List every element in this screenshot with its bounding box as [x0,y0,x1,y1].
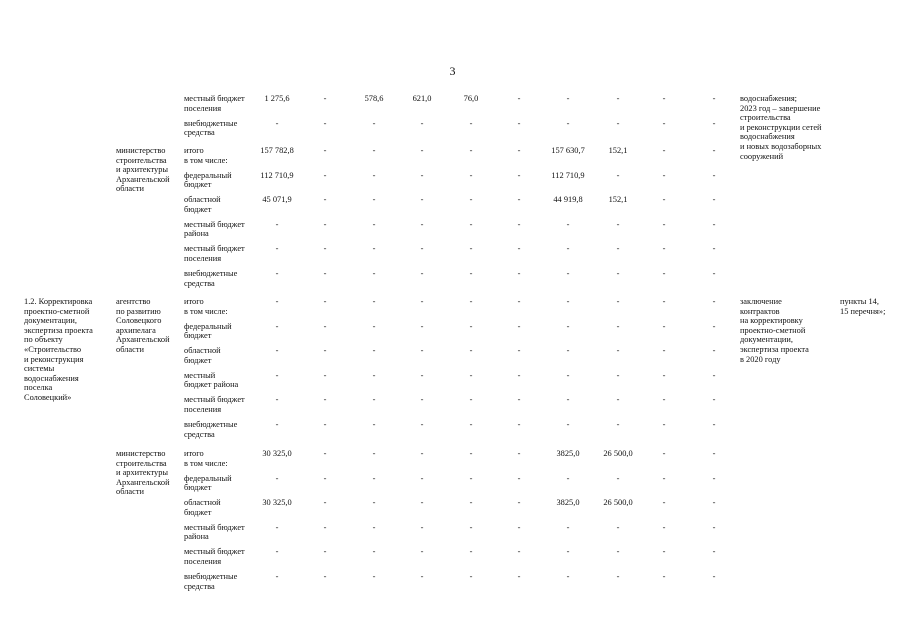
value-cell: - [517,94,521,103]
value-cell: - [420,547,424,557]
value-cell: - [372,449,376,458]
value-cell: - [662,297,666,306]
funding-source-label: итого в том числе: [184,146,228,165]
page-number: 3 [449,64,456,78]
value-cell: - [275,219,279,229]
value-cell: - [662,170,666,180]
value-cell: - [662,498,666,508]
note-cell: водоснабжения; 2023 год – завершение строительства и реконструкции сетей водоснабжения и новых водозаборных сооружений [740,94,822,161]
executor-cell: министерство строительства и архитектуры Архангельской области [116,146,170,194]
value-cell: - [469,547,473,557]
value-cell: 76,0 [463,94,479,103]
value-cell: - [420,118,424,128]
value-cell: - [420,321,424,331]
value-cell: - [616,219,620,229]
value-cell: - [420,420,424,429]
value-cell: - [517,547,521,557]
value-cell: - [372,547,376,557]
value-cell: 152,1 [608,146,628,155]
value-cell: - [469,146,473,155]
note-cell: заключение контрактов на корректировку проектно-сметной документации, экспертиза проекта в 2020 году [740,297,809,364]
value-cell: - [420,269,424,278]
value-cell: - [420,572,424,581]
value-cell: - [616,473,620,483]
value-cell: - [469,420,473,429]
value-cell: - [372,473,376,483]
value-cell: - [275,395,279,405]
value-cell: - [372,420,376,429]
value-cell: - [372,269,376,278]
funding-source-label: местный бюджет поселения [184,244,245,263]
value-cell: - [372,321,376,331]
value-cell: - [469,297,473,306]
funding-source-label: областной бюджет [184,498,221,517]
value-cell: - [566,219,570,229]
value-cell: - [616,346,620,356]
value-cell: - [275,572,279,581]
value-cell: - [662,269,666,278]
value-cell: - [566,473,570,483]
funding-source-label: внебюджетные средства [184,420,238,439]
value-cell: - [662,94,666,103]
value-cell: - [616,572,620,581]
value-cell: - [372,346,376,356]
value-cell: 3825,0 [556,449,580,458]
value-cell: - [372,297,376,306]
value-cell: - [372,170,376,180]
executor-cell: министерство строительства и архитектуры Архангельской области [116,449,170,497]
value-cell: - [566,522,570,532]
value-cell: - [323,473,327,483]
value-cell: - [712,498,716,508]
value-cell: - [662,219,666,229]
value-cell: - [372,498,376,508]
value-cell: - [566,547,570,557]
value-cell: - [469,346,473,356]
value-cell: - [469,170,473,180]
value-cell: - [517,395,521,405]
value-cell: - [372,146,376,155]
value-cell: - [517,473,521,483]
value-cell: - [420,219,424,229]
value-cell: - [420,473,424,483]
value-cell: 30 325,0 [262,449,292,458]
value-cell: - [712,572,716,581]
funding-source-label: федеральный бюджет [184,321,232,341]
value-cell: - [712,244,716,254]
value-cell: - [323,522,327,532]
value-cell: - [275,370,279,380]
activity-cell: 1.2. Корректировка проектно-сметной документации, экспертиза проекта по объекту «Строительство и реконструкция системы водоснабжения поселка Соловецкий» [24,297,93,402]
value-cell: 30 325,0 [262,498,292,508]
value-cell: - [420,195,424,205]
value-cell: - [662,473,666,483]
value-cell: - [372,522,376,532]
reference-cell: пункты 14, 15 перечня»; [840,297,886,316]
value-cell: - [275,522,279,532]
value-cell: - [712,146,716,155]
value-cell: - [566,244,570,254]
value-cell: - [275,420,279,429]
value-cell: - [469,498,473,508]
value-cell: - [372,195,376,205]
value-cell: - [323,395,327,405]
value-cell: - [323,420,327,429]
value-cell: - [420,346,424,356]
value-cell: - [420,449,424,458]
value-cell: 112 710,9 [551,170,585,180]
value-cell: - [616,420,620,429]
value-cell: 157 782,8 [260,146,294,155]
value-cell: - [517,269,521,278]
value-cell: - [469,572,473,581]
value-cell: - [517,449,521,458]
value-cell: - [517,420,521,429]
value-cell: 621,0 [412,94,432,103]
funding-source-label: местный бюджет поселения [184,395,245,414]
value-cell: - [712,269,716,278]
value-cell: 44 919,8 [553,195,583,205]
value-cell: - [712,547,716,557]
value-cell: - [372,244,376,254]
value-cell: - [517,498,521,508]
value-cell: - [275,321,279,331]
value-cell: - [712,321,716,331]
value-cell: - [323,219,327,229]
value-cell: - [275,473,279,483]
value-cell: - [372,572,376,581]
value-cell: - [616,118,620,128]
value-cell: - [517,146,521,155]
value-cell: - [517,346,521,356]
value-cell: - [517,572,521,581]
value-cell: - [275,297,279,306]
value-cell: 152,1 [608,195,628,205]
value-cell: - [469,118,473,128]
value-cell: - [712,94,716,103]
value-cell: 112 710,9 [260,170,294,180]
value-cell: - [323,244,327,254]
value-cell: - [420,395,424,405]
value-cell: - [616,94,620,103]
value-cell: - [712,118,716,128]
value-cell: - [517,297,521,306]
value-cell: - [372,118,376,128]
value-cell: - [517,118,521,128]
value-cell: - [616,297,620,306]
value-cell: - [566,395,570,405]
value-cell: - [616,522,620,532]
value-cell: - [566,118,570,128]
value-cell: - [662,370,666,380]
value-cell: 578,6 [364,94,384,103]
value-cell: - [566,420,570,429]
value-cell: - [420,297,424,306]
value-cell: - [712,297,716,306]
value-cell: - [420,170,424,180]
value-cell: - [323,449,327,458]
value-cell: - [662,321,666,331]
executor-cell: агентство по развитию Соловецкого архипелага Архангельской области [116,297,170,354]
value-cell: - [566,94,570,103]
value-cell: - [469,244,473,254]
funding-source-label: местный бюджет района [184,522,245,542]
value-cell: - [469,522,473,532]
value-cell: - [712,170,716,180]
value-cell: - [275,547,279,557]
value-cell: - [323,170,327,180]
value-cell: - [712,395,716,405]
funding-source-label: федеральный бюджет [184,473,232,493]
value-cell: - [323,118,327,128]
value-cell: - [323,297,327,306]
value-cell: - [469,370,473,380]
value-cell: - [566,572,570,581]
value-cell: - [662,449,666,458]
value-cell: - [712,449,716,458]
value-cell: 26 500,0 [603,449,633,458]
value-cell: - [566,297,570,306]
value-cell: - [662,395,666,405]
funding-source-label: областной бюджет [184,346,221,365]
value-cell: - [616,395,620,405]
value-cell: - [420,146,424,155]
value-cell: - [420,244,424,254]
value-cell: - [469,321,473,331]
value-cell: - [616,547,620,557]
value-cell: - [616,321,620,331]
value-cell: - [662,547,666,557]
value-cell: 157 630,7 [551,146,585,155]
value-cell: 45 071,9 [262,195,292,205]
funding-source-label: внебюджетные средства [184,118,238,138]
value-cell: - [616,170,620,180]
value-cell: - [323,321,327,331]
value-cell: - [662,572,666,581]
value-cell: - [662,146,666,155]
value-cell: - [566,321,570,331]
value-cell: - [662,195,666,205]
value-cell: - [323,572,327,581]
value-cell: - [323,146,327,155]
value-cell: - [517,522,521,532]
value-cell: - [469,195,473,205]
value-cell: - [323,269,327,278]
value-cell: - [420,370,424,380]
value-cell: - [469,269,473,278]
value-cell: - [566,346,570,356]
value-cell: - [323,370,327,380]
value-cell: - [616,244,620,254]
value-cell: - [712,346,716,356]
value-cell: - [662,346,666,356]
value-cell: - [566,370,570,380]
value-cell: - [323,94,327,103]
value-cell: 1 275,6 [264,94,290,103]
value-cell: - [616,370,620,380]
value-cell: - [712,195,716,205]
value-cell: - [712,370,716,380]
value-cell: - [275,346,279,356]
funding-source-label: федеральный бюджет [184,170,232,190]
funding-source-label: местный бюджет поселения [184,547,245,566]
funding-source-label: итого в том числе: [184,297,228,316]
value-cell: - [323,346,327,356]
value-cell: - [517,321,521,331]
value-cell: - [275,118,279,128]
value-cell: - [517,370,521,380]
funding-source-label: внебюджетные средства [184,269,238,288]
value-cell: - [662,118,666,128]
value-cell: - [275,269,279,278]
value-cell: - [275,244,279,254]
value-cell: 3825,0 [556,498,580,508]
value-cell: - [517,195,521,205]
value-cell: - [712,522,716,532]
value-cell: - [323,547,327,557]
funding-source-label: местный бюджет района [184,219,245,239]
value-cell: - [616,269,620,278]
funding-source-label: итого в том числе: [184,449,228,468]
funding-source-label: местный бюджет района [184,370,239,390]
value-cell: - [517,170,521,180]
funding-source-label: внебюджетные средства [184,572,238,591]
value-cell: - [323,498,327,508]
value-cell: - [469,473,473,483]
funding-source-label: местный бюджет поселения [184,94,245,113]
value-cell: - [566,269,570,278]
value-cell: - [662,244,666,254]
value-cell: - [662,420,666,429]
funding-source-label: областной бюджет [184,195,221,214]
value-cell: - [712,219,716,229]
value-cell: - [469,219,473,229]
value-cell: - [517,219,521,229]
value-cell: - [420,522,424,532]
value-cell: - [469,449,473,458]
value-cell: - [372,395,376,405]
value-cell: - [372,219,376,229]
value-cell: - [662,522,666,532]
value-cell: - [420,498,424,508]
value-cell: - [712,420,716,429]
value-cell: - [469,395,473,405]
value-cell: - [517,244,521,254]
value-cell: - [323,195,327,205]
value-cell: - [372,370,376,380]
value-cell: 26 500,0 [603,498,633,508]
value-cell: - [712,473,716,483]
